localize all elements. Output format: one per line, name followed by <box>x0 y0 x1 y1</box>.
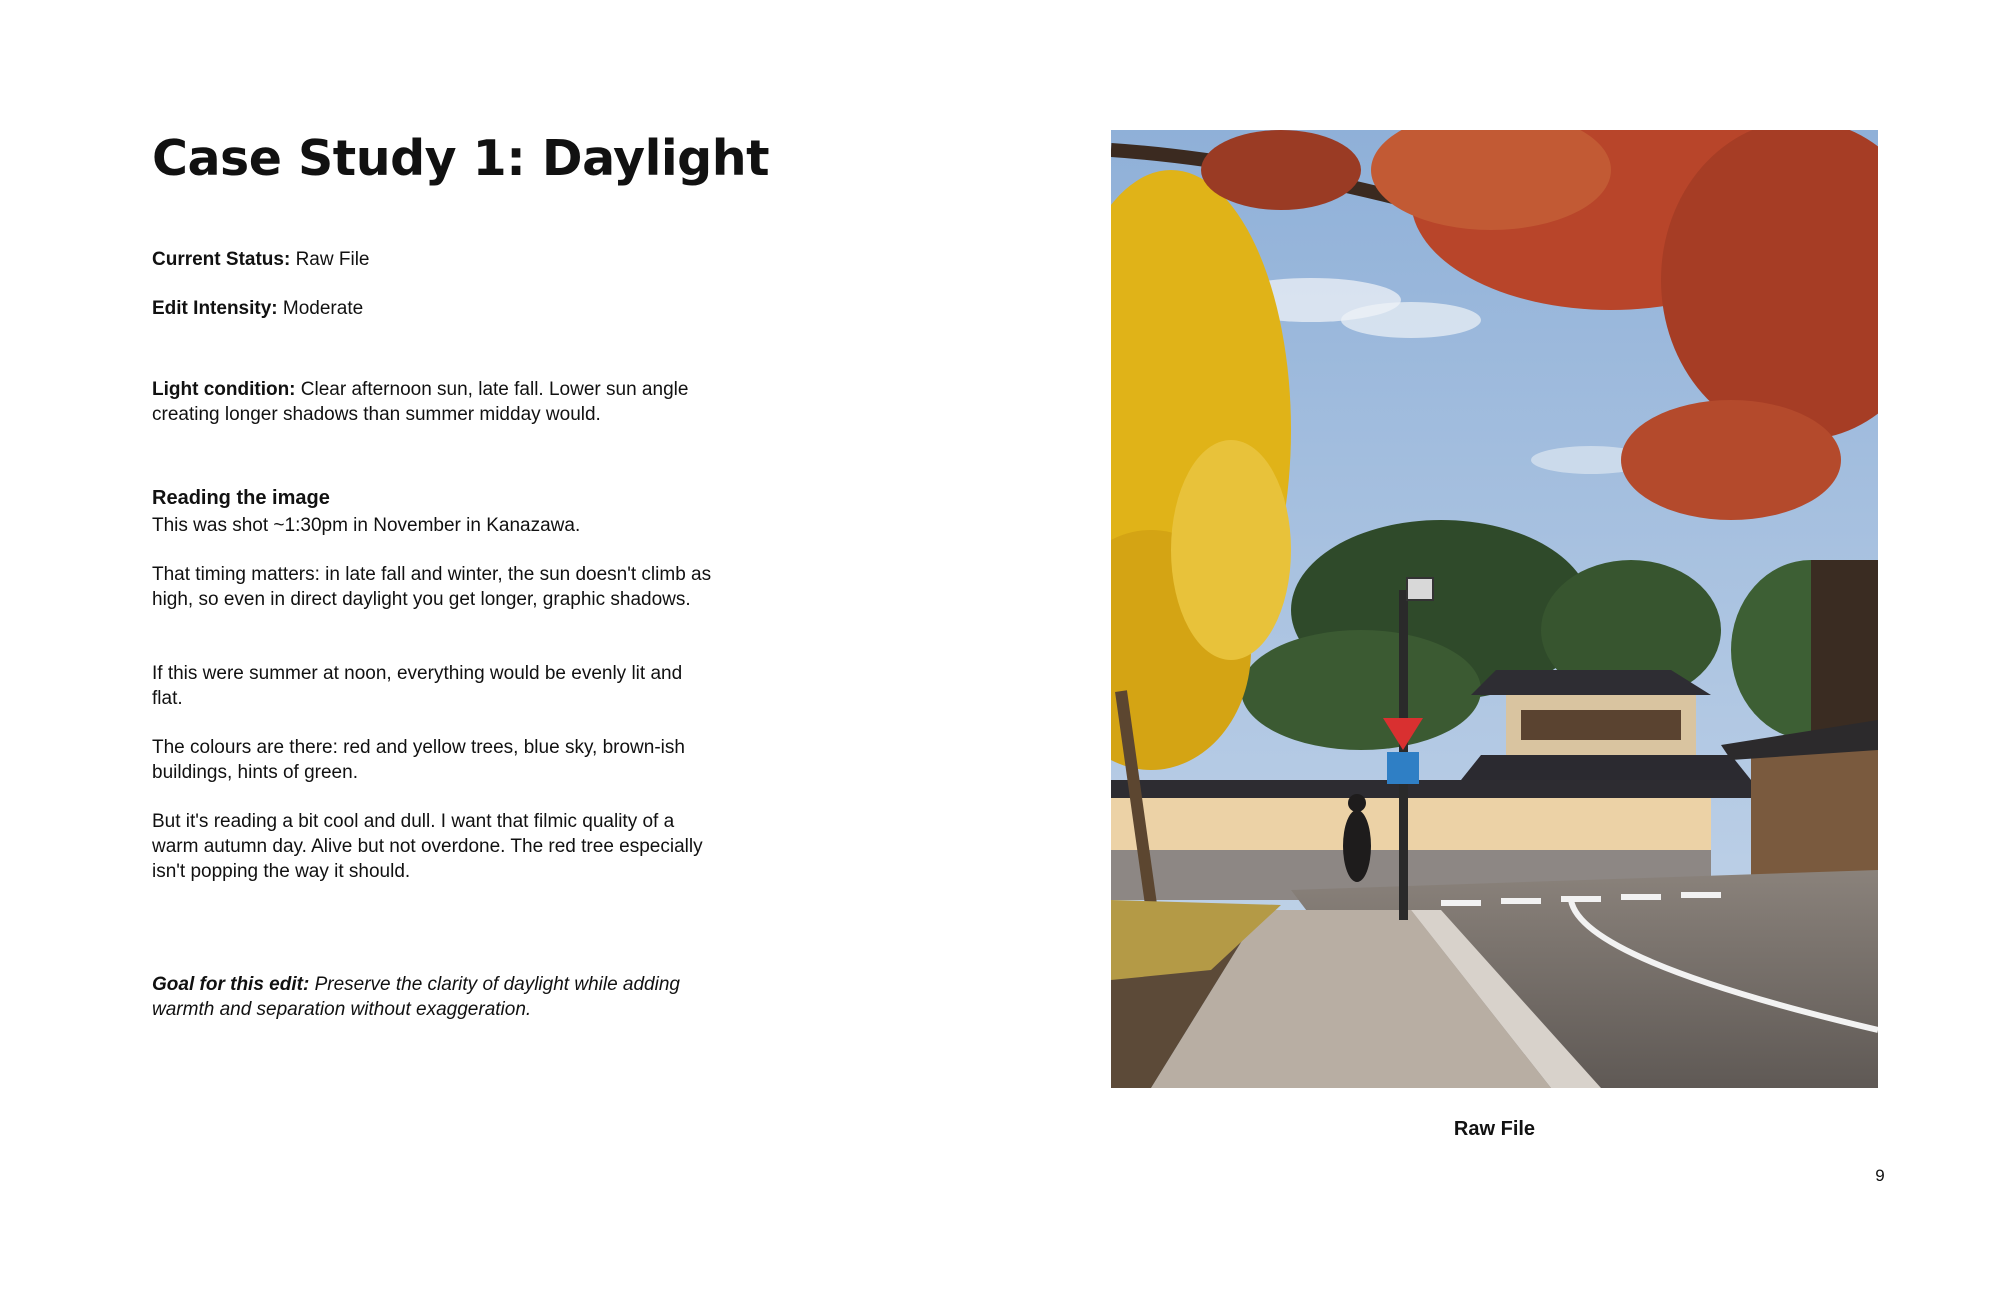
edit-intensity-label: Edit Intensity: <box>152 298 278 319</box>
wall <box>1111 798 1711 858</box>
light-condition-value: Clear afternoon sun, late fall. Lower sun angle creating longer shadows than summer midday would. <box>152 379 689 425</box>
edit-goal-value: Preserve the clarity of daylight while adding warmth and separation without exaggeration. <box>152 974 680 1020</box>
raw-photo <box>1111 130 1878 1088</box>
building-roof <box>1471 670 1711 695</box>
edit-goal <box>152 972 712 1022</box>
reading-paragraph: That timing matters: in late fall and winter, the sun doesn't climb as high, so even in direct daylight you get longer, graphic shadows. <box>152 564 712 610</box>
reading-heading: Reading the image <box>152 487 330 509</box>
page-title: Case Study 1: Daylight <box>152 130 770 187</box>
current-status-value: Raw File <box>295 249 370 270</box>
light-condition-label: Light condition: <box>152 379 296 400</box>
edit-intensity <box>152 296 712 321</box>
light-condition <box>152 377 712 427</box>
reading-paragraph: If this were summer at noon, everything would be evenly lit and flat. <box>152 663 683 709</box>
page-number: 9 <box>1875 1166 1885 1185</box>
wall-roof <box>1111 780 1751 798</box>
photo-caption: Raw File <box>1453 1118 1536 1140</box>
edit-goal-label: Goal for this edit: <box>152 974 310 995</box>
current-status-label: Current Status: <box>152 249 291 270</box>
reading-paragraph: But it's reading a bit cool and dull. I want that filmic quality of a warm autumn day. Alive but not overdone. The red tree especially isn't popping the way it should. <box>152 811 703 882</box>
current-status <box>152 247 712 272</box>
reading-paragraph: This was shot ~1:30pm in November in Kanazawa. <box>152 515 581 536</box>
reading-paragraph: The colours are there: red and yellow trees, blue sky, brown-ish buildings, hints of green. <box>152 737 685 783</box>
pedestrian <box>1343 810 1371 882</box>
crossing-sign <box>1387 752 1419 784</box>
street-scene-illustration <box>1111 130 1878 1088</box>
edit-intensity-value: Moderate <box>282 298 364 319</box>
